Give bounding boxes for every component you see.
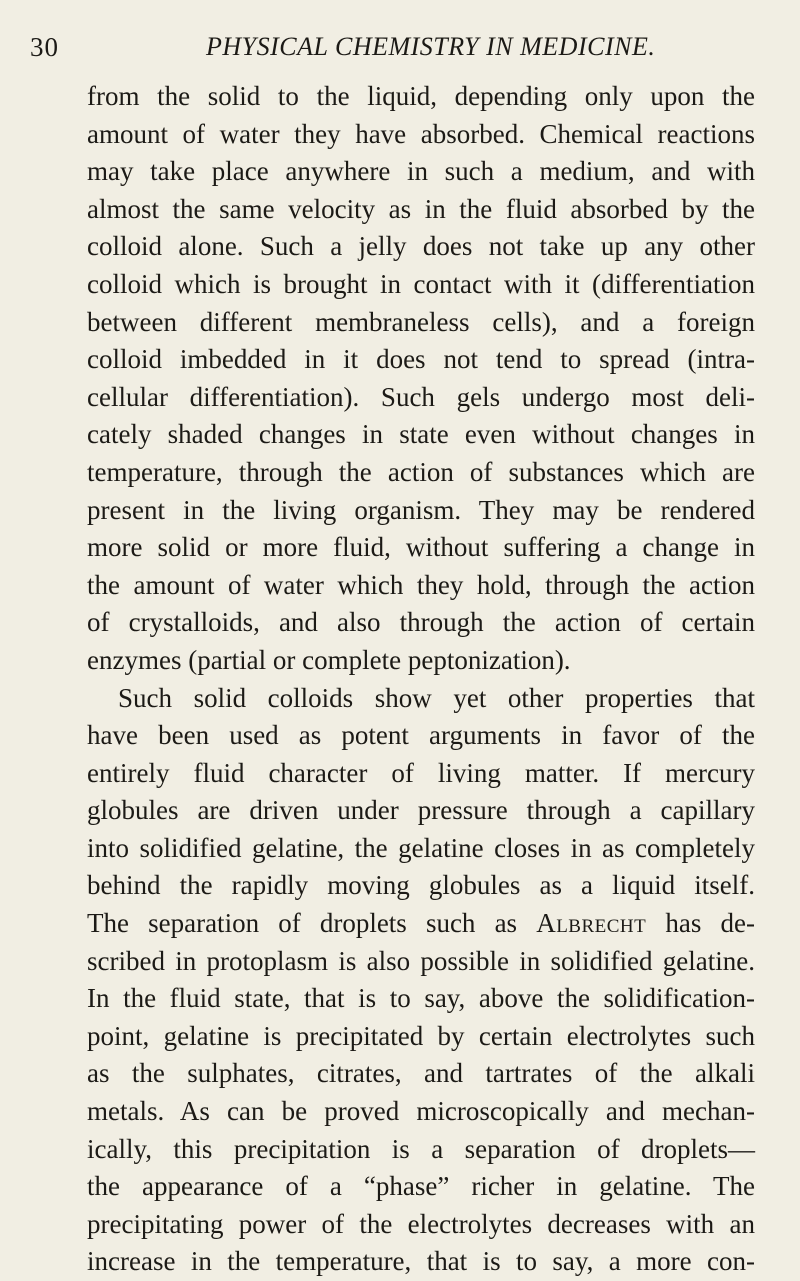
text-fragment: The separation of droplets such as: [87, 908, 537, 939]
text-line: the amount of water which they hold, through the action: [87, 569, 755, 600]
text-line: colloid alone. Such a jelly does not take up any other: [87, 231, 755, 262]
page-header: [30, 32, 770, 72]
text-line: precipitating power of the electrolytes decreases with an: [87, 1208, 755, 1239]
text-fragment: has de-: [646, 908, 756, 939]
text-line: cately shaded changes in state even without changes in: [87, 419, 755, 450]
text-line: of crystalloids, and also through the action of certain: [87, 607, 755, 638]
text-line: may take place anywhere in such a medium, and with: [87, 156, 755, 187]
text-line: present in the living organism. They may be rendered: [87, 494, 755, 525]
text-line: scribed in protoplasm is also possible in solidified gelatine.: [87, 945, 755, 976]
text-line: ically, this precipitation is a separation of droplets—: [87, 1133, 755, 1164]
page-number: 30: [30, 32, 59, 62]
text-line: point, gelatine is precipitated by certain electrolytes such: [87, 1020, 755, 1051]
text-line: from the solid to the liquid, depending only upon the: [87, 81, 755, 111]
text-line: between different membraneless cells), and a foreign: [87, 306, 755, 337]
text-line: more solid or more fluid, without suffering a change in: [87, 532, 755, 563]
text-line: cellular differentiation). Such gels undergo most deli-: [87, 381, 755, 412]
text-line: temperature, through the action of substances which are: [87, 456, 755, 487]
text-line: entirely fluid character of living matter. If mercury: [87, 757, 755, 788]
paragraph-end-line: enzymes (partial or complete peptonization).: [87, 644, 571, 675]
text-line: as the sulphates, citrates, and tartrates of the alkali: [87, 1058, 755, 1089]
text-line: colloid which is brought in contact with it (differentiation: [87, 268, 755, 299]
text-line: globules are driven under pressure through a capillary: [87, 795, 755, 826]
text-line: colloid imbedded in it does not tend to spread (intra-: [87, 344, 755, 375]
text-line: have been used as potent arguments in favor of the: [87, 720, 755, 751]
text-line-with-name: [87, 905, 755, 943]
paragraph-start-line: Such solid colloids show yet other properties that: [118, 682, 755, 713]
body-text: [87, 78, 755, 1281]
text-line: increase in the temperature, that is to say, a more con-: [87, 1246, 755, 1277]
text-line: almost the same velocity as in the fluid absorbed by the: [87, 193, 755, 224]
text-line: metals. As can be proved microscopically and mechan-: [87, 1096, 755, 1127]
text-line: behind the rapidly moving globules as a liquid itself.: [87, 870, 755, 901]
text-line: the appearance of a “phase” richer in gelatine. The: [87, 1171, 755, 1202]
text-line: into solidified gelatine, the gelatine closes in as completely: [87, 832, 755, 863]
running-head: PHYSICAL CHEMISTRY IN MEDICINE.: [206, 32, 656, 61]
text-line: In the fluid state, that is to say, above the solidification-: [87, 983, 755, 1014]
text-line: amount of water they have absorbed. Chemical reactions: [87, 118, 755, 149]
author-name: Albrecht: [536, 908, 647, 939]
